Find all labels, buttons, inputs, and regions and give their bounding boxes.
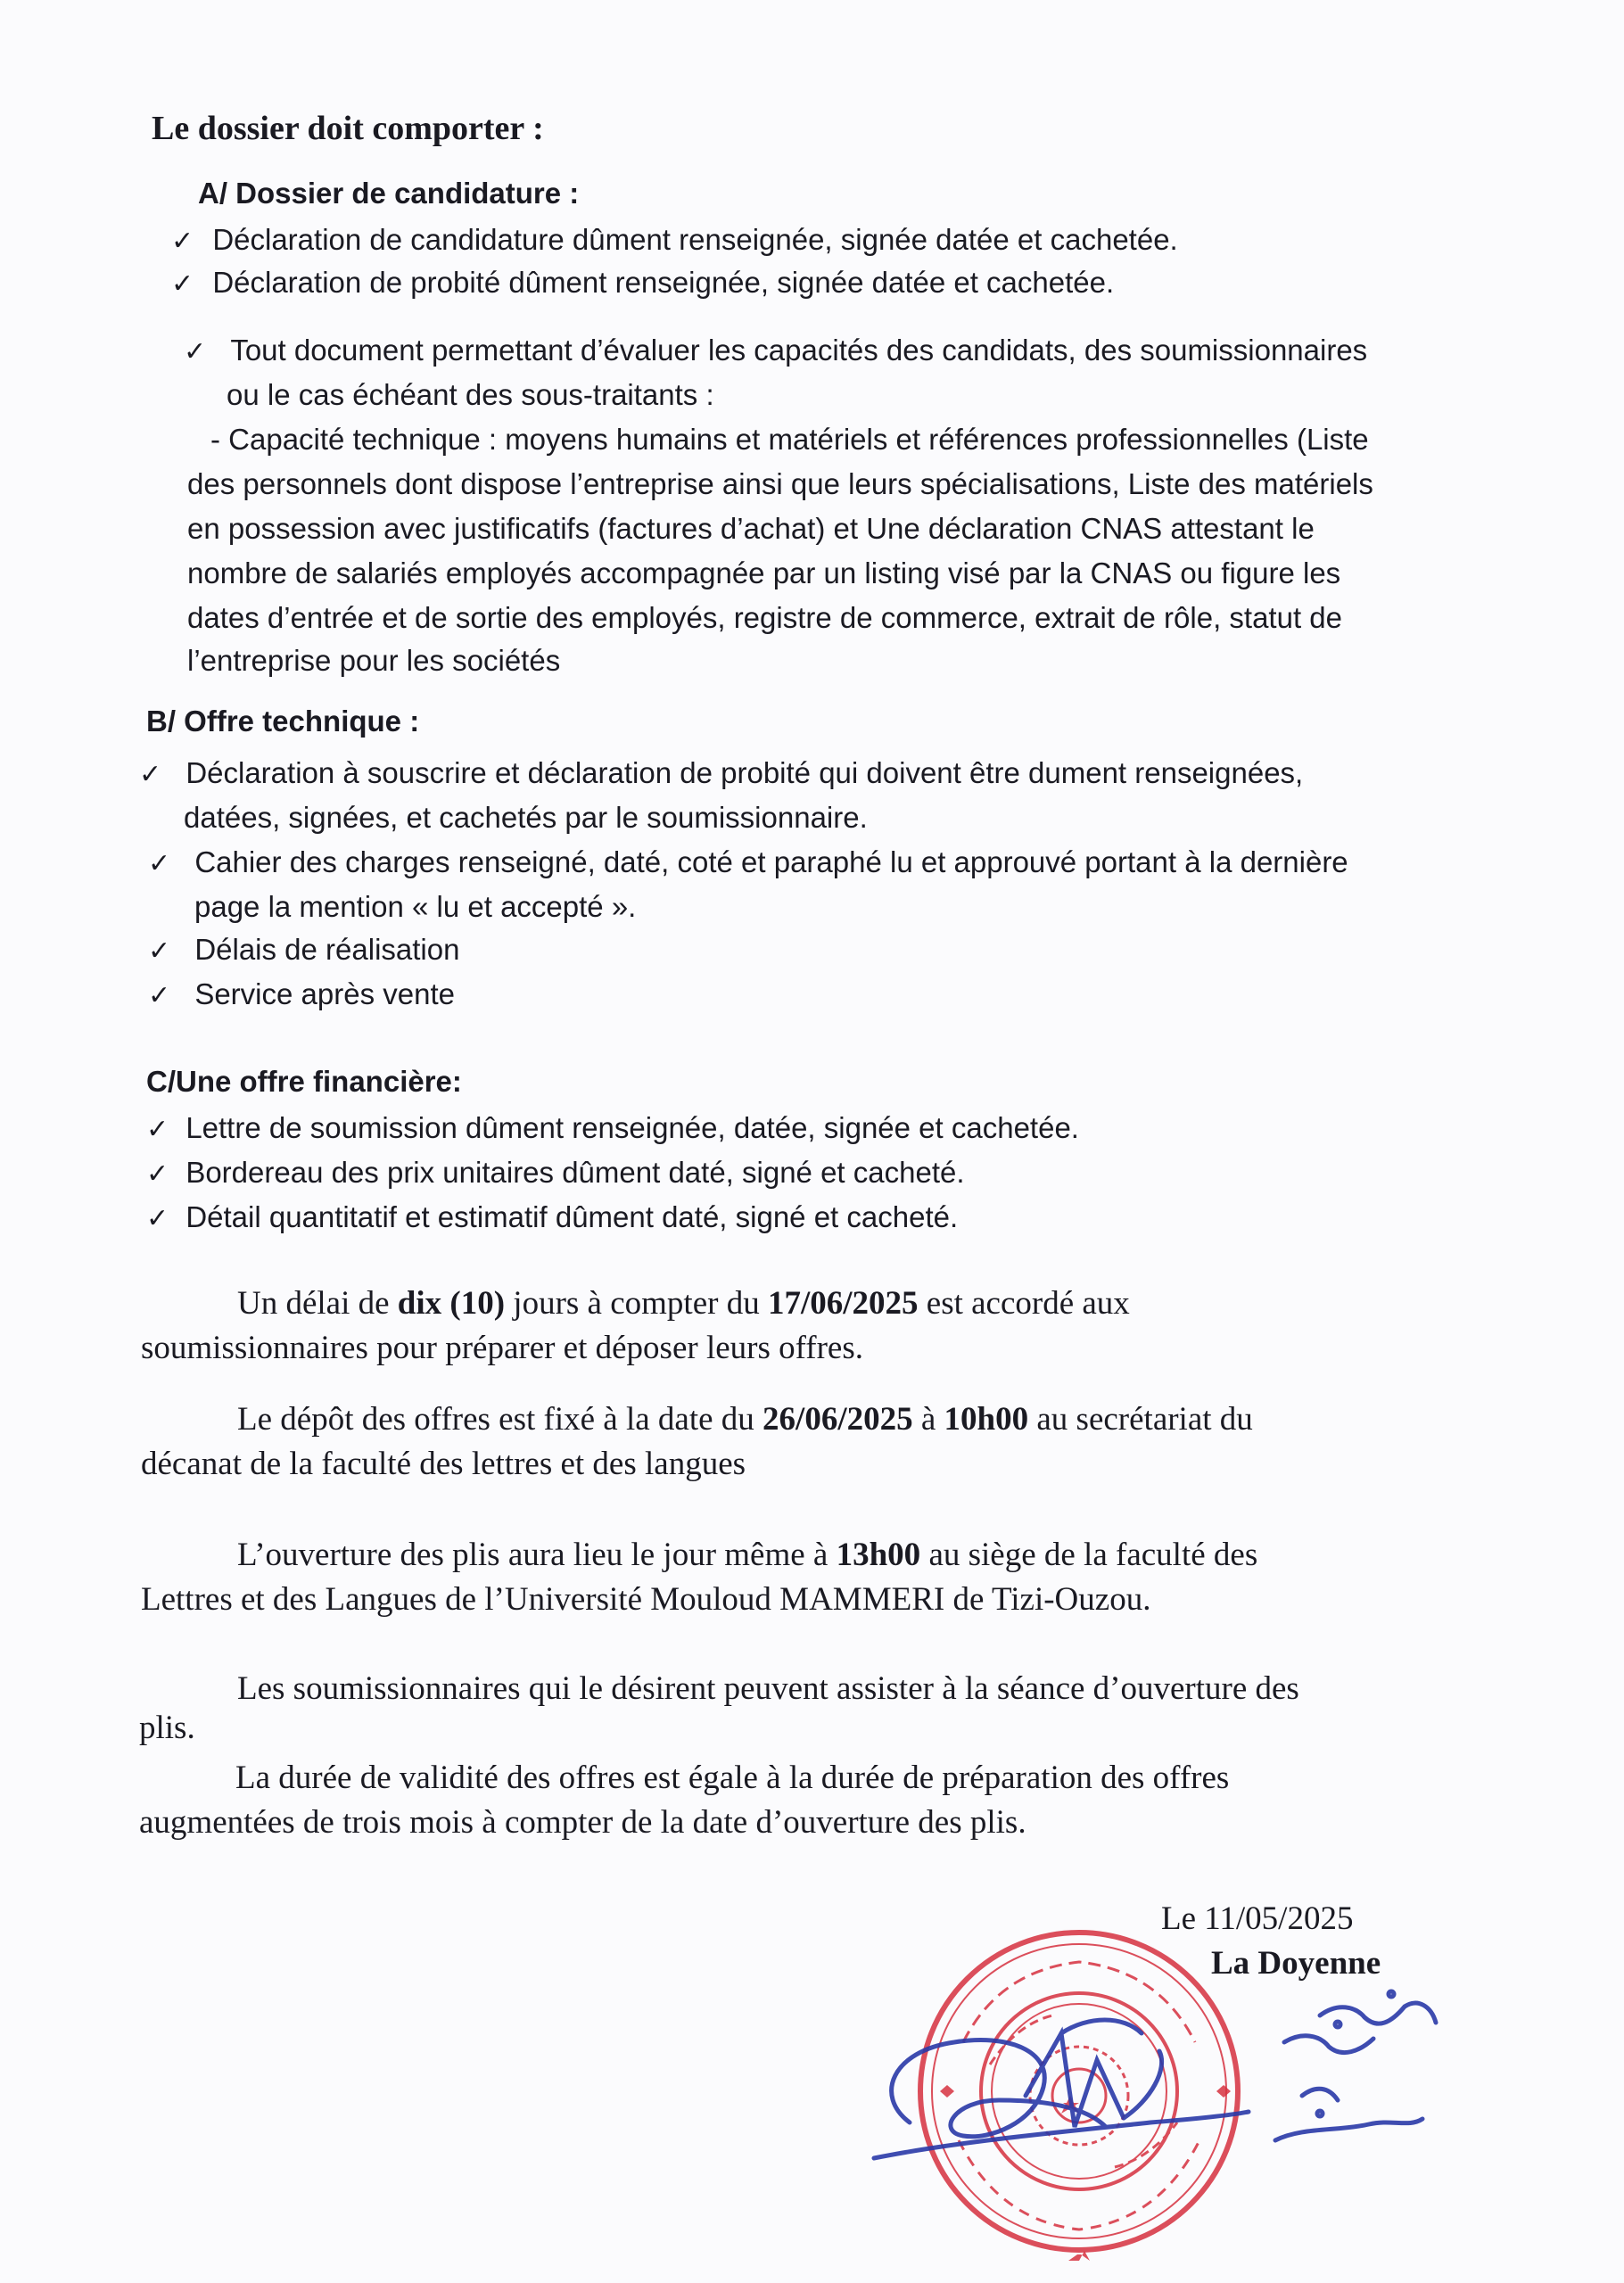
section-c-item: ✓ Lettre de soumission dûment renseignée, datée, signée et cachetée. <box>146 1111 1079 1145</box>
capacity-line: des personnels dont dispose l’entreprise ainsi que leurs spécialisations, Liste des matériels <box>187 467 1373 500</box>
validity-paragraph-line2: augmentées de trois mois à compter de la date d’ouverture des plis. <box>139 1804 1026 1841</box>
document-heading: Le dossier doit comporter : <box>152 110 544 147</box>
deposit-paragraph-line1: Le dépôt des offres est fixé à la date du 26/06/2025 à 10h00 au secrétariat du <box>237 1401 1253 1438</box>
official-stamp <box>856 1917 1480 2274</box>
section-b-item: ✓ Service après vente <box>148 977 455 1011</box>
capacity-intro: ✓ Tout document permettant d’évaluer les capacités des candidats, des soumissionnaires <box>184 334 1368 367</box>
attend-paragraph-line1: Les soumissionnaires qui le désirent peuvent assister à la séance d’ouverture des <box>237 1670 1299 1707</box>
deposit-paragraph-line2: décanat de la faculté des lettres et des langues <box>141 1446 746 1482</box>
capacity-line: dates d’entrée et de sortie des employés, registre de commerce, extrait de rôle, statut de <box>187 601 1342 634</box>
capacity-line: - Capacité technique : moyens humains et matériels et références professionnelles (Liste <box>210 423 1369 456</box>
validity-paragraph-line1: La durée de validité des offres est égale à la durée de préparation des offres <box>235 1760 1230 1796</box>
capacity-line: en possession avec justificatifs (factures d’achat) et Une déclaration CNAS attestant le <box>187 512 1315 545</box>
section-b-item: ✓ Cahier des charges renseigné, daté, coté et paraphé lu et approuvé portant à la dernière <box>148 845 1348 879</box>
section-a-item: ✓ Déclaration de probité dûment renseignée, signée datée et cachetée. <box>171 266 1115 300</box>
checkmark-icon: ✓ <box>146 1203 169 1234</box>
checkmark-icon: ✓ <box>184 336 207 367</box>
opening-paragraph-line1: L’ouverture des plis aura lieu le jour même à 13h00 au siège de la faculté des <box>237 1537 1258 1573</box>
section-c-item: ✓ Détail quantitatif et estimatif dûment daté, signé et cacheté. <box>146 1200 959 1234</box>
checkmark-icon: ✓ <box>148 980 171 1011</box>
section-c-item: ✓ Bordereau des prix unitaires dûment daté, signé et cacheté. <box>146 1156 965 1190</box>
section-b-item: ✓ Déclaration à souscrire et déclaration de probité qui doivent être dument renseignées, <box>139 756 1304 790</box>
signature-role: La Doyenne <box>1211 1945 1381 1982</box>
section-b-title: B/ Offre technique : <box>146 705 420 738</box>
capacity-line: l’entreprise pour les sociétés <box>187 644 561 677</box>
checkmark-icon: ✓ <box>146 1158 169 1190</box>
signature-date: Le 11/05/2025 <box>1161 1900 1354 1937</box>
section-c-title: C/Une offre financière: <box>146 1065 462 1098</box>
section-a-item: ✓ Déclaration de candidature dûment renseignée, signée datée et cachetée. <box>171 223 1178 257</box>
opening-paragraph-line2: Lettres et des Langues de l’Université Mouloud MAMMERI de Tizi-Ouzou. <box>141 1581 1151 1618</box>
section-b-item-line2: datées, signées, et cachetés par le soumissionnaire. <box>184 801 868 834</box>
attend-paragraph-line2: plis. <box>139 1710 195 1746</box>
checkmark-icon: ✓ <box>139 759 162 790</box>
checkmark-icon: ✓ <box>171 268 194 300</box>
delay-paragraph-line1: Un délai de dix (10) jours à compter du 17/06/2025 est accordé aux <box>237 1285 1130 1322</box>
delay-paragraph-line2: soumissionnaires pour préparer et déposer leurs offres. <box>141 1330 863 1366</box>
capacity-line: nombre de salariés employés accompagnée par un listing visé par la CNAS ou figure les <box>187 556 1341 589</box>
capacity-intro-line2: ou le cas échéant des sous-traitants : <box>227 378 714 411</box>
checkmark-icon: ✓ <box>148 848 171 879</box>
checkmark-icon: ✓ <box>146 1114 169 1145</box>
checkmark-icon: ✓ <box>148 935 171 967</box>
section-b-item-line2: page la mention « lu et accepté ». <box>194 890 637 923</box>
section-a-title: A/ Dossier de candidature : <box>198 177 580 210</box>
stamp-seal-icon <box>856 1917 1480 2274</box>
checkmark-icon: ✓ <box>171 226 194 257</box>
section-b-item: ✓ Délais de réalisation <box>148 933 460 967</box>
